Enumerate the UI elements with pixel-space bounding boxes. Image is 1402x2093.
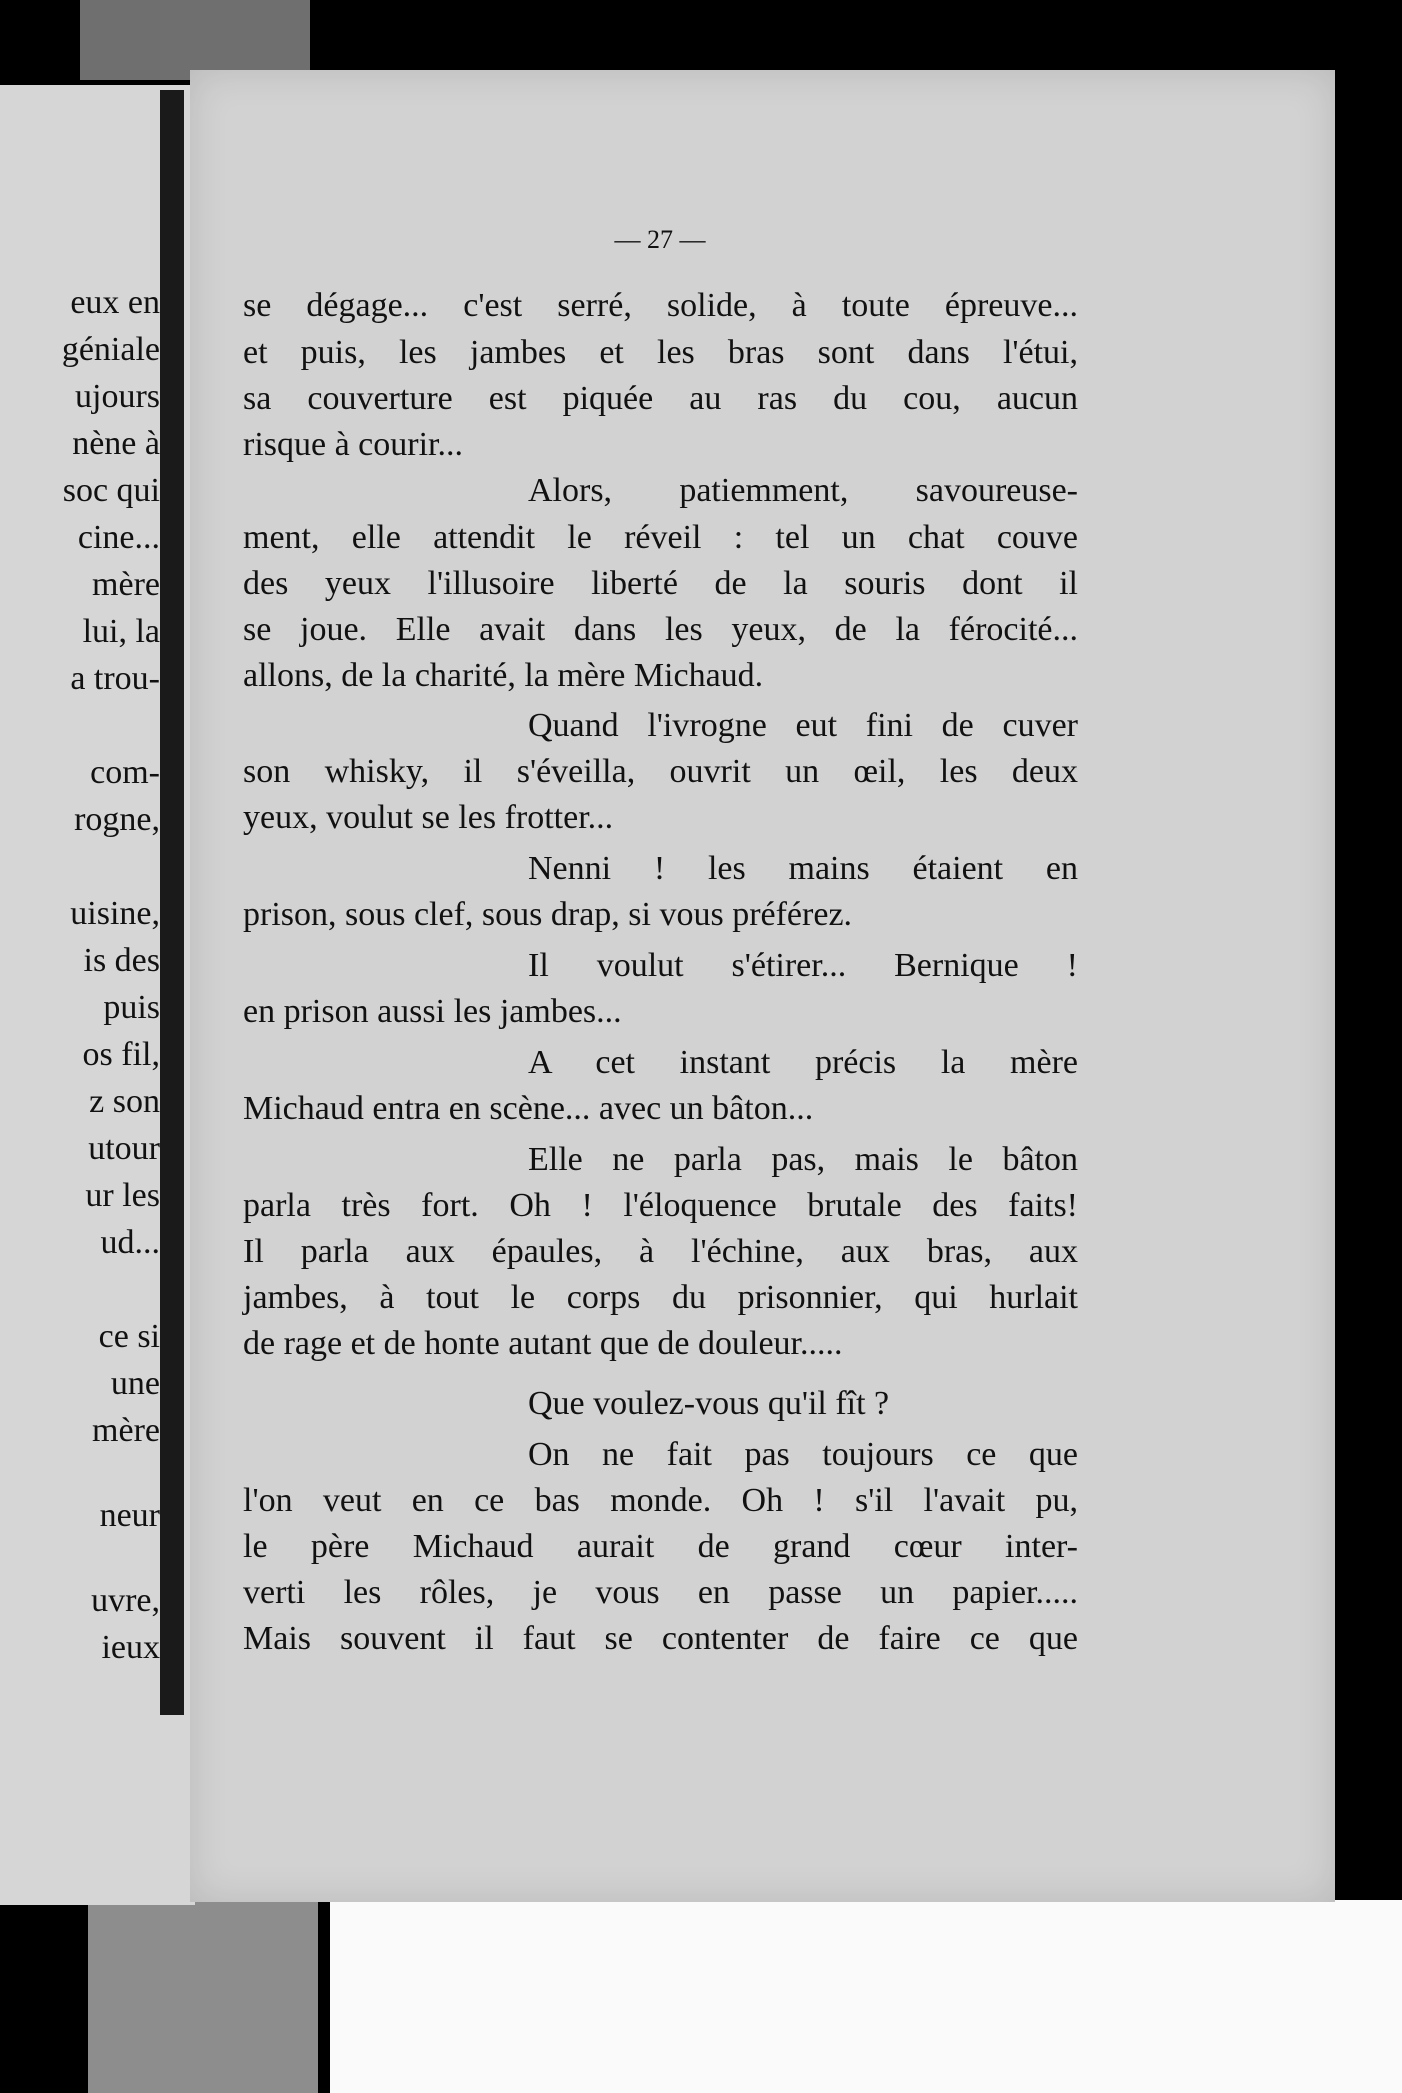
facing-line: ur les (85, 1177, 160, 1214)
facing-line: uisine, (70, 895, 160, 932)
facing-line: utour (88, 1130, 160, 1167)
book-spine-shadow (160, 90, 184, 1715)
text-line: Il voulut s'étirer... Bernique ! (528, 947, 1078, 984)
text-line: jambes, à tout le corps du prisonnier, qui hurlait (243, 1279, 1078, 1316)
text-line: se dégage... c'est serré, solide, à toute épreuve... (243, 287, 1078, 324)
top-binding-strip (80, 0, 310, 80)
bottom-margin-background (330, 1900, 1402, 2093)
facing-line: puis (103, 989, 160, 1026)
facing-line: lui, la (82, 613, 160, 650)
facing-line: rogne, (74, 801, 160, 838)
text-line: parla très fort. Oh ! l'éloquence brutale des faits! (243, 1187, 1078, 1224)
text-line: ment, elle attendit le réveil : tel un chat couve (243, 519, 1078, 556)
text-line: Alors, patiemment, savoureuse- (528, 472, 1078, 509)
text-line: son whisky, il s'éveilla, ouvrit un œil, les deux (243, 753, 1078, 790)
text-line: se joue. Elle avait dans les yeux, de la férocité... (243, 611, 1078, 648)
text-line: Elle ne parla pas, mais le bâton (528, 1141, 1078, 1178)
bottom-binding-strip (88, 1890, 318, 2093)
facing-line: ieux (101, 1629, 160, 1666)
page-number: — 27 — (614, 225, 706, 254)
text-line: yeux, voulut se les frotter... (243, 799, 614, 836)
text-line: Michaud entra en scène... avec un bâton... (243, 1090, 814, 1127)
text-line: risque à courir... (243, 426, 463, 463)
facing-line: géniale (61, 331, 160, 368)
facing-line: a trou- (70, 660, 160, 697)
facing-line: ujours (75, 378, 160, 415)
text-line: le père Michaud aurait de grand cœur inter- (243, 1528, 1078, 1565)
facing-line: z son (89, 1083, 160, 1120)
facing-line: une (110, 1365, 160, 1402)
text-line: et puis, les jambes et les bras sont dans l'étui, (243, 334, 1078, 371)
facing-line: cine... (77, 519, 160, 556)
text-line: verti les rôles, je vous en passe un papier..... (243, 1574, 1078, 1611)
text-line: Mais souvent il faut se contenter de faire ce que (243, 1620, 1078, 1657)
text-line: Quand l'ivrogne eut fini de cuver (528, 707, 1078, 744)
facing-line: ud... (100, 1224, 160, 1261)
text-line: des yeux l'illusoire liberté de la souris dont il (243, 565, 1078, 602)
text-line: allons, de la charité, la mère Michaud. (243, 657, 764, 694)
facing-line: ce si (98, 1318, 160, 1355)
facing-line: is des (83, 942, 160, 979)
text-line: l'on veut en ce bas monde. Oh ! s'il l'avait pu, (243, 1482, 1078, 1519)
text-line: prison, sous clef, sous drap, si vous préférez. (243, 896, 853, 933)
text-line: A cet instant précis la mère (528, 1044, 1078, 1081)
text-line: Nenni ! les mains étaient en (528, 850, 1078, 887)
facing-line: eux en (70, 284, 160, 321)
text-line: de rage et de honte autant que de douleur..... (243, 1325, 843, 1362)
facing-line: os fil, (82, 1036, 160, 1073)
text-line: sa couverture est piquée au ras du cou, aucun (243, 380, 1078, 417)
facing-line: mère (92, 566, 160, 603)
text-line: Que voulez-vous qu'il fît ? (528, 1385, 890, 1422)
facing-line: nène à (72, 425, 160, 462)
text-line: Il parla aux épaules, à l'échine, aux bras, aux (243, 1233, 1078, 1270)
text-line: en prison aussi les jambes... (243, 993, 622, 1030)
facing-line: com- (90, 754, 160, 791)
facing-line: mère (92, 1412, 160, 1449)
facing-line: soc qui (62, 472, 160, 509)
facing-line: uvre, (91, 1582, 160, 1619)
text-line: On ne fait pas toujours ce que (528, 1436, 1078, 1473)
facing-line: neur (99, 1497, 160, 1534)
